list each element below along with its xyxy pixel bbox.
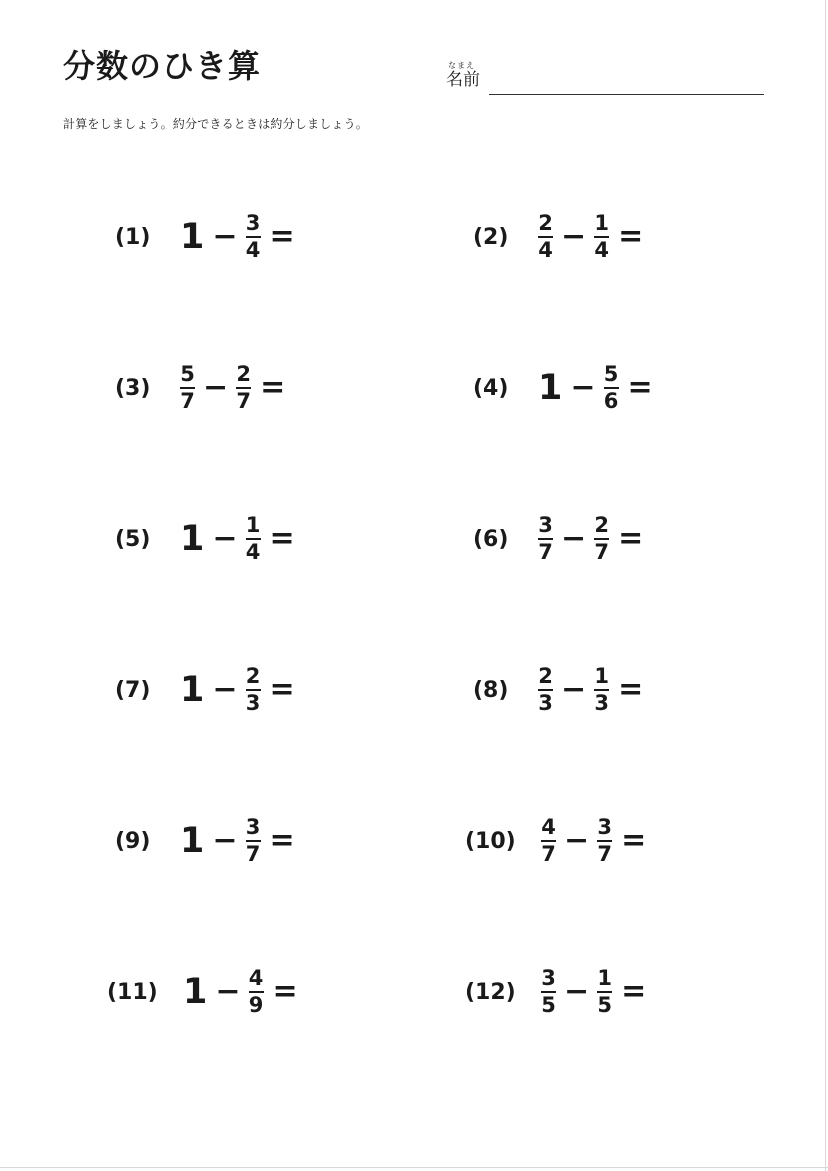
problem-1 — [115, 207, 295, 267]
fraction — [538, 213, 553, 261]
worksheet-title: 分数のひき算 — [63, 47, 262, 85]
denominator: 5 — [541, 993, 556, 1017]
problem-11 — [107, 962, 298, 1022]
denominator: 3 — [594, 691, 609, 715]
numerator: 4 — [248, 966, 264, 990]
name-ruby: なまえ — [448, 61, 475, 70]
fraction — [538, 515, 553, 563]
fraction — [541, 817, 556, 865]
equals-sign: = — [260, 370, 286, 405]
problem-label: (4) — [473, 375, 509, 401]
fraction — [246, 213, 261, 261]
fraction — [594, 213, 609, 261]
fraction — [538, 666, 553, 714]
fraction — [249, 968, 264, 1016]
minus-sign: − — [203, 370, 229, 405]
denominator: 7 — [538, 540, 553, 564]
minus-sign: − — [561, 521, 587, 556]
problem-7 — [115, 660, 295, 720]
whole-number: 1 — [180, 820, 205, 861]
denominator: 4 — [245, 238, 261, 262]
page-edge — [0, 1167, 828, 1168]
problem-label: (5) — [115, 526, 151, 552]
problem-label: (11) — [107, 979, 158, 1005]
numerator: 2 — [594, 513, 609, 537]
problem-label: (1) — [115, 224, 151, 250]
equals-sign: = — [627, 370, 653, 405]
equals-sign: = — [618, 672, 644, 707]
numerator: 4 — [541, 815, 556, 839]
numerator: 3 — [541, 966, 556, 990]
equals-sign: = — [618, 219, 644, 254]
equals-sign: = — [269, 219, 295, 254]
minus-sign: − — [212, 823, 238, 858]
denominator: 7 — [541, 842, 556, 866]
minus-sign: − — [564, 823, 590, 858]
numerator: 2 — [538, 664, 553, 688]
equals-sign: = — [621, 823, 647, 858]
fraction — [597, 968, 612, 1016]
denominator: 4 — [594, 238, 609, 262]
minus-sign: − — [212, 672, 238, 707]
minus-sign: − — [561, 219, 587, 254]
name-field[interactable] — [489, 94, 764, 95]
minus-sign: − — [212, 521, 238, 556]
denominator: 4 — [245, 540, 261, 564]
fraction — [541, 968, 556, 1016]
equals-sign: = — [269, 521, 295, 556]
equals-sign: = — [269, 823, 295, 858]
problem-2 — [473, 207, 643, 267]
problem-label: (10) — [465, 828, 516, 854]
denominator: 5 — [597, 993, 612, 1017]
denominator: 9 — [248, 993, 264, 1017]
page-edge — [825, 0, 826, 1171]
problem-10 — [465, 811, 646, 871]
problem-label: (8) — [473, 677, 509, 703]
problem-label: (7) — [115, 677, 151, 703]
denominator: 7 — [594, 540, 609, 564]
denominator: 4 — [538, 238, 553, 262]
equals-sign: = — [621, 974, 647, 1009]
numerator: 2 — [236, 362, 251, 386]
denominator: 3 — [538, 691, 553, 715]
whole-number: 1 — [180, 669, 205, 710]
minus-sign: − — [564, 974, 590, 1009]
fraction — [597, 817, 612, 865]
problem-label: (2) — [473, 224, 509, 250]
problem-label: (9) — [115, 828, 151, 854]
numerator: 2 — [538, 211, 553, 235]
name-label: 名前 — [446, 70, 480, 90]
numerator: 3 — [538, 513, 553, 537]
numerator: 2 — [245, 664, 261, 688]
fraction — [246, 666, 261, 714]
minus-sign: − — [561, 672, 587, 707]
problem-label: (3) — [115, 375, 151, 401]
whole-number: 1 — [180, 216, 205, 257]
fraction — [594, 515, 609, 563]
minus-sign: − — [215, 974, 241, 1009]
numerator: 3 — [245, 815, 261, 839]
problem-4 — [473, 358, 653, 418]
problem-12 — [465, 962, 646, 1022]
numerator: 1 — [245, 513, 261, 537]
fraction — [236, 364, 251, 412]
whole-number: 1 — [180, 518, 205, 559]
numerator: 3 — [597, 815, 612, 839]
problem-5 — [115, 509, 295, 569]
minus-sign: − — [212, 219, 238, 254]
numerator: 1 — [597, 966, 612, 990]
fraction — [604, 364, 619, 412]
minus-sign: − — [570, 370, 596, 405]
denominator: 3 — [245, 691, 261, 715]
problem-8 — [473, 660, 643, 720]
fraction — [594, 666, 609, 714]
denominator: 7 — [597, 842, 612, 866]
equals-sign: = — [618, 521, 644, 556]
problem-6 — [473, 509, 643, 569]
denominator: 7 — [180, 389, 195, 413]
numerator: 3 — [245, 211, 261, 235]
denominator: 7 — [236, 389, 251, 413]
fraction — [246, 817, 261, 865]
equals-sign: = — [272, 974, 298, 1009]
problem-3 — [115, 358, 285, 418]
denominator: 7 — [245, 842, 261, 866]
instructions: 計算をしましょう。約分できるときは約分しましょう。 — [63, 117, 369, 131]
numerator: 1 — [594, 211, 609, 235]
problem-label: (12) — [465, 979, 516, 1005]
fraction — [180, 364, 195, 412]
numerator: 5 — [603, 362, 619, 386]
equals-sign: = — [269, 672, 295, 707]
denominator: 6 — [603, 389, 619, 413]
numerator: 5 — [180, 362, 195, 386]
fraction — [246, 515, 261, 563]
whole-number: 1 — [538, 367, 563, 408]
whole-number: 1 — [183, 971, 208, 1012]
problem-label: (6) — [473, 526, 509, 552]
problem-9 — [115, 811, 295, 871]
numerator: 1 — [594, 664, 609, 688]
